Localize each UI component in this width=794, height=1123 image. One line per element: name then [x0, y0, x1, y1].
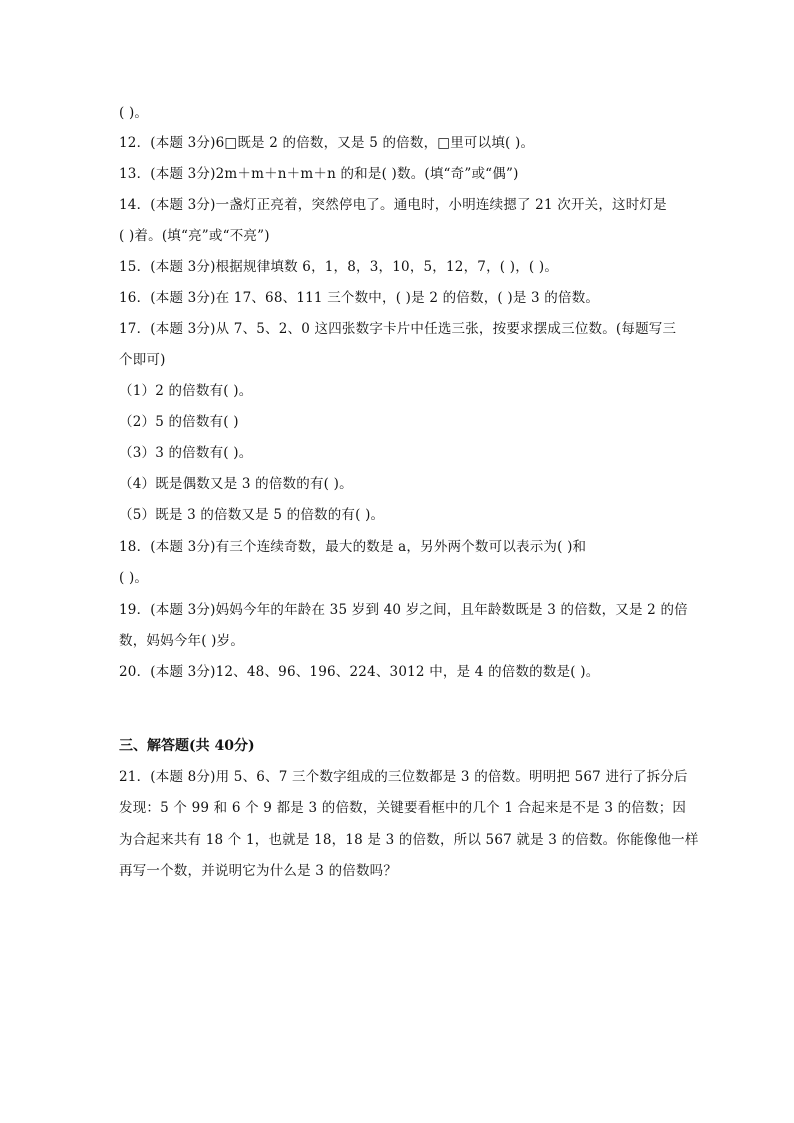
question-17-3: （3）3 的倍数有( )。 [119, 445, 253, 461]
question-19: 19．(本题 3分)妈妈今年的年龄在 35 岁到 40 岁之间，且年龄数既是 3 的倍数，又是 2 的倍 [119, 602, 688, 618]
question-14: 14．(本题 3分)一盏灯正亮着，突然停电了。通电时，小明连续摁了 21 次开关，这时灯是 [119, 197, 667, 213]
question-17-5: （5）既是 3 的倍数又是 5 的倍数的有( )。 [119, 507, 385, 523]
question-18: 18．(本题 3分)有三个连续奇数，最大的数是 a，另外两个数可以表示为( )和 [119, 539, 587, 555]
question-17-1: （1）2 的倍数有( )。 [119, 383, 253, 399]
question-17-cont: 个即可) [119, 352, 166, 368]
question-21-cont-2: 为合起来共有 18 个 1，也就是 18，18 是 3 的倍数，所以 567 就是 3 的倍数。你能像他一样 [119, 832, 699, 848]
question-16: 16．(本题 3分)在 17、68、111 三个数中，( )是 2 的倍数，( )是 3 的倍数。 [119, 290, 600, 306]
question-12: 12．(本题 3分)6□既是 2 的倍数，又是 5 的倍数，□里可以填( )。 [119, 135, 535, 151]
question-21: 21．(本题 8分)用 5、6、7 三个数字组成的三位数都是 3 的倍数。明明把 567 进行了拆分后 [119, 769, 688, 785]
question-15: 15．(本题 3分)根据规律填数 6，1，8，3，10，5，12，7，( )，( )。 [119, 259, 559, 275]
question-20: 20．(本题 3分)12、48、96、196、224、3012 中，是 4 的倍数的数是( )。 [119, 664, 600, 680]
question-21-cont-1: 发现：5 个 99 和 6 个 9 都是 3 的倍数，关键要看框中的几个 1 合起来是不是 3 的倍数；因 [119, 800, 687, 816]
question-14-cont: ( )着。(填“亮”或“不亮”) [119, 228, 270, 244]
question-18-cont: ( )。 [119, 570, 149, 586]
question-17-2: （2）5 的倍数有( ) [119, 414, 239, 430]
question-17-4: （4）既是偶数又是 3 的倍数的有( )。 [119, 476, 353, 492]
question-17: 17．(本题 3分)从 7、5、2、0 这四张数字卡片中任选三张，按要求摆成三位数。(每题写三 [119, 321, 677, 337]
question-19-cont: 数，妈妈今年( )岁。 [119, 633, 245, 649]
section-title: 三、解答题(共 40分) [119, 738, 255, 754]
text-line: ( )。 [119, 105, 149, 121]
question-13: 13．(本题 3分)2m＋m＋n＋m＋n 的和是( )数。(填“奇”或“偶”) [119, 166, 519, 182]
question-21-cont-3: 再写一个数，并说明它为什么是 3 的倍数吗？ [119, 863, 398, 879]
